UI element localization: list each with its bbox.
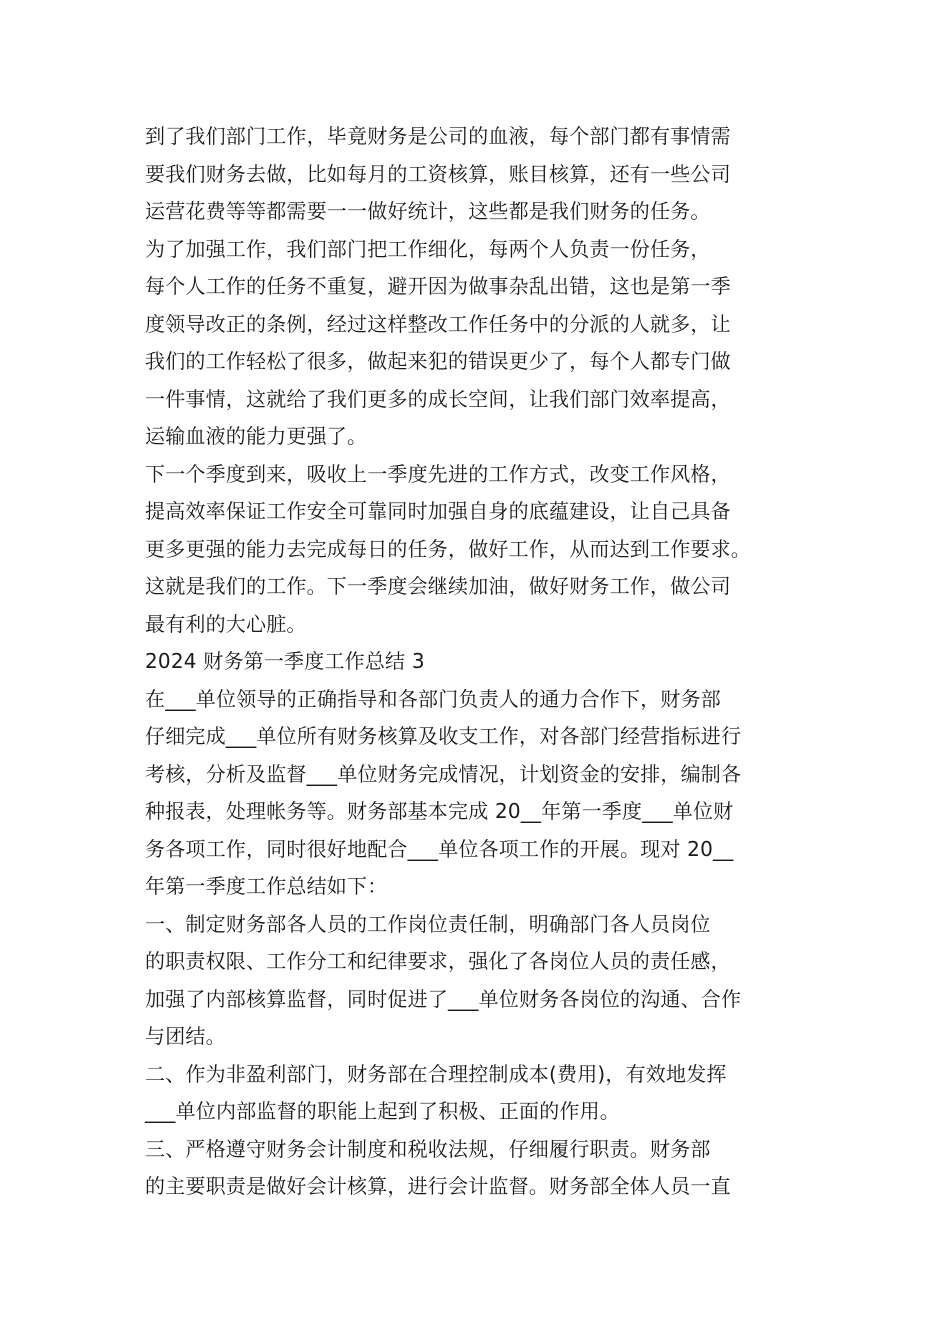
- text-line: 考核，分析及监督___单位财务完成情况，计划资金的安排，编制各: [145, 761, 742, 786]
- text-line: 的主要职责是做好会计核算，进行会计监督。财务部全体人员一直: [145, 1174, 731, 1198]
- text-line: ___单位内部监督的职能上起到了积极、正面的作用。: [145, 1099, 620, 1123]
- text-line: 与团结。: [145, 1024, 226, 1048]
- paragraph-item-two: [145, 1056, 815, 1131]
- text-line: 种报表，处理帐务等。财务部基本完成 20__年第一季度___单位财: [145, 799, 734, 823]
- text-line: 加强了内部核算监督，同时促进了___单位财务各岗位的沟通、合作: [145, 986, 742, 1011]
- text-line: 为了加强工作，我们部门把工作细化，每两个人负责一份任务，: [145, 236, 711, 261]
- text-line: 下一个季度到来，吸收上一季度先进的工作方式，改变工作风格，: [145, 461, 731, 486]
- text-line: 运营花费等等都需要一一做好统计，这些都是我们财务的任务。: [145, 199, 711, 223]
- text-line: 年第一季度工作总结如下：: [145, 874, 388, 898]
- text-line: 一件事情，这就给了我们更多的成长空间，让我们部门效率提高，: [145, 386, 731, 411]
- text-line: 提高效率保证工作安全可靠同时加强自身的底蕴建设，让自己具备: [145, 499, 731, 523]
- text-line: 这就是我们的工作。下一季度会继续加油，做好财务工作，做公司: [145, 574, 731, 598]
- paragraph-finance-role: [145, 118, 815, 231]
- paragraph-intro-summary: [145, 681, 815, 906]
- paragraph-next-quarter: [145, 456, 815, 644]
- text-line: 更多更强的能力去完成每日的任务，做好工作，从而达到工作要求。: [145, 536, 751, 561]
- paragraph-strengthen-work: [145, 231, 815, 456]
- text-line: 要我们财务去做，比如每月的工资核算，账目核算，还有一些公司: [145, 161, 731, 186]
- text-line: 运输血液的能力更强了。: [145, 424, 368, 448]
- paragraph-item-one: [145, 906, 815, 1056]
- section-heading: [145, 643, 815, 681]
- text-line: 到了我们部门工作，毕竟财务是公司的血液，每个部门都有事情需: [145, 124, 731, 148]
- text-line: 我们的工作轻松了很多，做起来犯的错误更少了，每个人都专门做: [145, 349, 731, 373]
- document-body: [145, 118, 815, 1206]
- text-line: 务各项工作，同时很好地配合___单位各项工作的开展。现对 20__: [145, 836, 734, 861]
- heading-text: 2024 财务第一季度工作总结 3: [145, 649, 425, 673]
- text-line: 度领导改正的条例，经过这样整改工作任务中的分派的人就多，让: [145, 311, 731, 336]
- text-line: 三、严格遵守财务会计制度和税收法规，仔细履行职责。财务部: [145, 1136, 711, 1161]
- paragraph-item-three: [145, 1131, 815, 1206]
- text-line: 一、制定财务部各人员的工作岗位责任制，明确部门各人员岗位: [145, 911, 711, 936]
- text-line: 仔细完成___单位所有财务核算及收支工作，对各部门经营指标进行: [145, 724, 742, 748]
- text-line: 二、作为非盈利部门，财务部在合理控制成本(费用)，有效地发挥: [145, 1061, 727, 1086]
- text-line: 最有利的大心脏。: [145, 611, 307, 636]
- text-line: 的职责权限、工作分工和纪律要求，强化了各岗位人员的责任感，: [145, 949, 731, 973]
- text-line: 在___单位领导的正确指导和各部门负责人的通力合作下，财务部: [145, 686, 721, 711]
- text-line: 每个人工作的任务不重复，避开因为做事杂乱出错，这也是第一季: [145, 274, 731, 298]
